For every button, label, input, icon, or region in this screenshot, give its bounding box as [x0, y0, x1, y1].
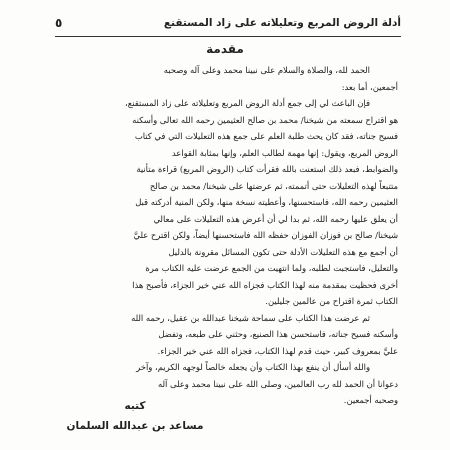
author-signature — [60, 396, 210, 436]
text-line: أخرى فحظيت بمقدمة منه لهذا الكتاب فجزاه الله عني خير الجزاء، فأصبح هذا — [132, 279, 398, 290]
page-number: ٥ — [55, 16, 63, 30]
book-title: أدلة الروض المربع وتعليلاته على زاد المستقنع — [163, 17, 401, 29]
text-line: والضوابط، فبعد ذلك استعنت بالله فقرأت كتاب (الروض المربع) قراءة متأنية — [136, 164, 398, 174]
text-line: دعوانا أن الحمد لله رب العالمين، وصلى الله على نبينا محمد وعلى آله — [158, 378, 398, 389]
signature-label: كتبه — [124, 400, 146, 412]
text-line: الكتاب ثمرة اقتراح من عالمين جليلين. — [265, 296, 398, 306]
author-name: مساعد بن عبدالله السلمان — [66, 420, 204, 432]
text-line: والتعليل، فاستجبت لطلبه، ولما انتهيت من الجمع عرضت عليه الكتاب مرة — [145, 263, 398, 273]
running-header — [55, 16, 401, 36]
text-line: عليَّ بمعروف كبير، حيث قدم لهذا الكتاب، فجزاه الله عني خير الجزاء. — [157, 345, 398, 356]
text-line: فسيح جناته، فقد كان يحث طلبة العلم على جمع هذه التعليلات التي في كتاب — [134, 131, 398, 141]
text-line: الحمد لله، والصلاة والسلام على نبينا محمد وعلى آله وصحبه — [163, 65, 370, 75]
text-line: شيخنا/ صالح بن فوزان الفوزان حفظه الله فاستحسنها أيضاً، ولكن اقترح عليَّ — [133, 230, 398, 240]
text-line: فإن الباعث لي إلى جمع أدلة الروض المربع وتعليلاته على زاد المستقنع، — [125, 98, 370, 108]
text-line: أن أجمع مع هذه التعليلات الأدلة حتى تكون المسائل مقرونة بالدليل — [168, 246, 398, 257]
section-heading: مقدمة — [206, 42, 244, 56]
text-line: والله أسأل أن ينفع بهذا الكتاب وأن يجعله خالصاً لوجهه الكريم، وآخر — [136, 362, 370, 372]
text-line: متتبعاً لهذه التعليلات حتى أتممته، ثم عرضتها على شيخنا/ محمد بن صالح — [149, 180, 398, 191]
body-text — [58, 62, 398, 409]
header-divider — [55, 36, 401, 37]
text-line: العثيمين رحمه الله، فاستحسنها، وأعطيته نسخة منها، ولكن المنية أدركته قبل — [135, 197, 398, 207]
text-line: الروض المربع، ويقول: إنها مهمة لطالب العلم، وإنها بمثابة القواعد — [171, 147, 398, 158]
text-line: أن يعلق عليها رحمه الله، ثم بدا لي أن أعرض هذه التعليلات على معالي — [153, 213, 398, 224]
text-line: ثم عرضت هذا الكتاب على سماحة شيخنا عبدالله بن عقيل، رحمه الله — [131, 312, 370, 323]
text-line: أجمعين، أما بعد: — [341, 81, 398, 92]
text-line: وصحبه أجمعين. — [343, 395, 398, 405]
text-line: هو اقتراح سمعته من شيخنا/ محمد بن صالح العثيمين رحمه الله تعالى وأسكنه — [132, 114, 398, 125]
text-line: وأسكنه فسيح جناته، فاستحسن هذا الصنيع، وحثني على طبعه، وتفضل — [158, 329, 398, 339]
